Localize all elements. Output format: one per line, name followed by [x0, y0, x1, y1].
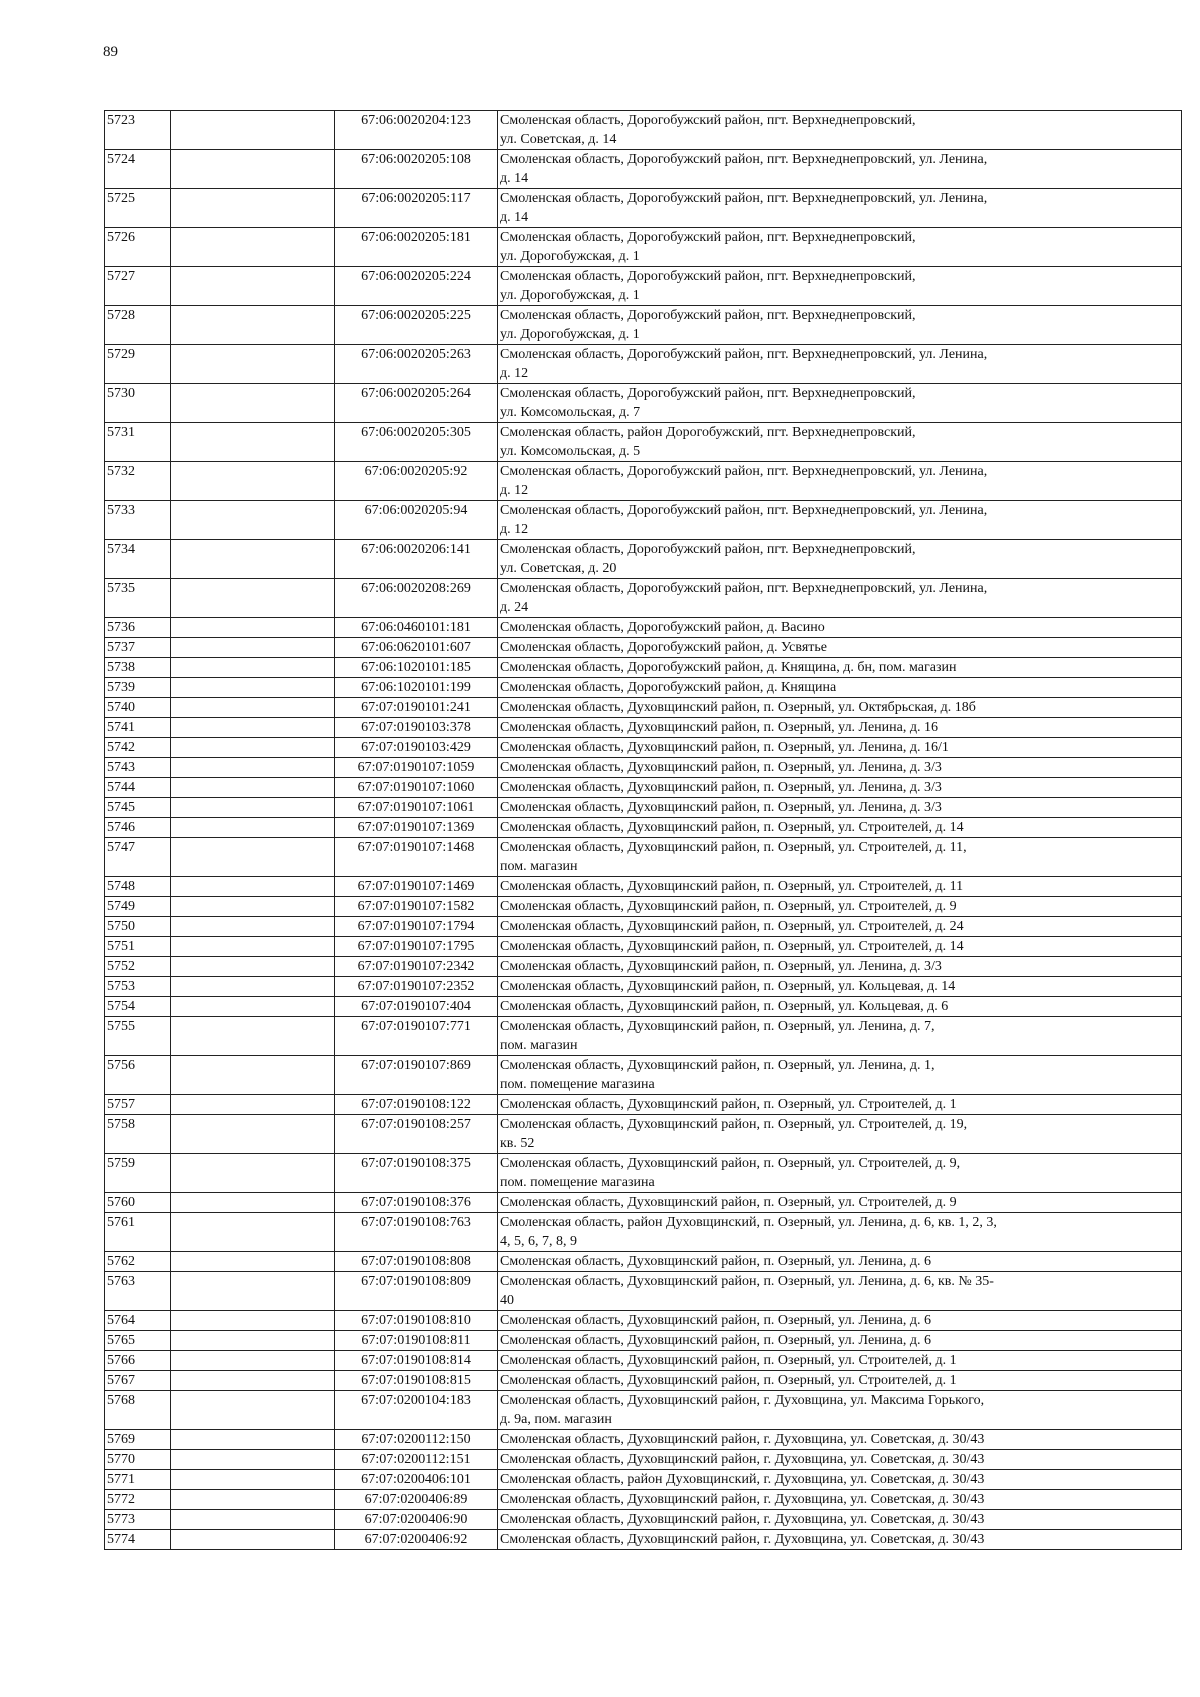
- address-cell: Смоленская область, Дорогобужский район, д. Усвятье: [498, 638, 1182, 658]
- row-number-cell: 5749: [105, 897, 171, 917]
- empty-cell: [171, 345, 335, 384]
- address-cell: Смоленская область, Духовщинский район, п. Озерный, ул. Строителей, д. 1: [498, 1351, 1182, 1371]
- table-row: [105, 977, 1182, 997]
- cadastral-number-cell: 67:07:0190107:2352: [335, 977, 498, 997]
- table-row: [105, 957, 1182, 977]
- empty-cell: [171, 150, 335, 189]
- address-cell: Смоленская область, Дорогобужский район, д. Васино: [498, 618, 1182, 638]
- cadastral-number-cell: 67:07:0190108:808: [335, 1252, 498, 1272]
- cadastral-number-cell: 67:07:0190103:378: [335, 718, 498, 738]
- cadastral-number-cell: 67:07:0190107:1061: [335, 798, 498, 818]
- table-row: [105, 758, 1182, 778]
- cadastral-number-cell: 67:06:0020205:92: [335, 462, 498, 501]
- registry-table-body: [105, 111, 1182, 1550]
- address-cell: Смоленская область, Дорогобужский район, пгт. Верхнеднепровский, ул. Дорогобужская, д. 1: [498, 267, 1182, 306]
- row-number-cell: 5731: [105, 423, 171, 462]
- address-cell: Смоленская область, Духовщинский район, п. Озерный, ул. Ленина, д. 3/3: [498, 798, 1182, 818]
- row-number-cell: 5752: [105, 957, 171, 977]
- address-cell: Смоленская область, Духовщинский район, п. Озерный, ул. Ленина, д. 3/3: [498, 758, 1182, 778]
- empty-cell: [171, 1017, 335, 1056]
- row-number-cell: 5754: [105, 997, 171, 1017]
- address-cell: Смоленская область, Дорогобужский район, пгт. Верхнеднепровский, ул. Ленина, д. 12: [498, 345, 1182, 384]
- table-row: [105, 718, 1182, 738]
- row-number-cell: 5738: [105, 658, 171, 678]
- row-number-cell: 5756: [105, 1056, 171, 1095]
- cadastral-number-cell: 67:07:0190107:404: [335, 997, 498, 1017]
- empty-cell: [171, 1272, 335, 1311]
- table-row: [105, 306, 1182, 345]
- row-number-cell: 5748: [105, 877, 171, 897]
- address-cell: Смоленская область, Духовщинский район, п. Озерный, ул. Строителей, д. 11: [498, 877, 1182, 897]
- empty-cell: [171, 111, 335, 150]
- table-row: [105, 1331, 1182, 1351]
- empty-cell: [171, 778, 335, 798]
- table-row: [105, 937, 1182, 957]
- address-cell: Смоленская область, Духовщинский район, п. Озерный, ул. Ленина, д. 3/3: [498, 778, 1182, 798]
- table-row: [105, 1510, 1182, 1530]
- table-row: [105, 1154, 1182, 1193]
- empty-cell: [171, 1530, 335, 1550]
- cadastral-number-cell: 67:07:0200112:150: [335, 1430, 498, 1450]
- empty-cell: [171, 658, 335, 678]
- row-number-cell: 5733: [105, 501, 171, 540]
- row-number-cell: 5765: [105, 1331, 171, 1351]
- table-row: [105, 423, 1182, 462]
- row-number-cell: 5760: [105, 1193, 171, 1213]
- row-number-cell: 5732: [105, 462, 171, 501]
- cadastral-number-cell: 67:06:0460101:181: [335, 618, 498, 638]
- page-number: 89: [103, 44, 118, 60]
- row-number-cell: 5724: [105, 150, 171, 189]
- row-number-cell: 5751: [105, 937, 171, 957]
- empty-cell: [171, 501, 335, 540]
- empty-cell: [171, 1213, 335, 1252]
- table-row: [105, 189, 1182, 228]
- address-cell: Смоленская область, Духовщинский район, п. Озерный, ул. Кольцевая, д. 14: [498, 977, 1182, 997]
- address-cell: Смоленская область, Дорогобужский район, пгт. Верхнеднепровский, ул. Ленина, д. 14: [498, 150, 1182, 189]
- row-number-cell: 5737: [105, 638, 171, 658]
- address-cell: Смоленская область, район Дорогобужский, пгт. Верхнеднепровский, ул. Комсомольская, д. 5: [498, 423, 1182, 462]
- address-cell: Смоленская область, Духовщинский район, п. Озерный, ул. Октябрьская, д. 18б: [498, 698, 1182, 718]
- row-number-cell: 5750: [105, 917, 171, 937]
- empty-cell: [171, 758, 335, 778]
- address-cell: Смоленская область, Духовщинский район, п. Озерный, ул. Ленина, д. 16/1: [498, 738, 1182, 758]
- empty-cell: [171, 1450, 335, 1470]
- row-number-cell: 5734: [105, 540, 171, 579]
- row-number-cell: 5729: [105, 345, 171, 384]
- table-row: [105, 1371, 1182, 1391]
- empty-cell: [171, 698, 335, 718]
- address-cell: Смоленская область, Духовщинский район, п. Озерный, ул. Строителей, д. 11, пом. магазин: [498, 838, 1182, 877]
- table-row: [105, 345, 1182, 384]
- empty-cell: [171, 638, 335, 658]
- empty-cell: [171, 1056, 335, 1095]
- address-cell: Смоленская область, Духовщинский район, г. Духовщина, ул. Советская, д. 30/43: [498, 1450, 1182, 1470]
- address-cell: Смоленская область, Духовщинский район, п. Озерный, ул. Строителей, д. 14: [498, 818, 1182, 838]
- cadastral-number-cell: 67:07:0200406:92: [335, 1530, 498, 1550]
- cadastral-number-cell: 67:06:0020205:94: [335, 501, 498, 540]
- address-cell: Смоленская область, Дорогобужский район, пгт. Верхнеднепровский, ул. Дорогобужская, д. 1: [498, 306, 1182, 345]
- cadastral-number-cell: 67:07:0190108:375: [335, 1154, 498, 1193]
- empty-cell: [171, 1331, 335, 1351]
- cadastral-number-cell: 67:06:0020205:108: [335, 150, 498, 189]
- address-cell: Смоленская область, Духовщинский район, п. Озерный, ул. Строителей, д. 19, кв. 52: [498, 1115, 1182, 1154]
- address-cell: Смоленская область, район Духовщинский, г. Духовщина, ул. Советская, д. 30/43: [498, 1470, 1182, 1490]
- row-number-cell: 5763: [105, 1272, 171, 1311]
- row-number-cell: 5772: [105, 1490, 171, 1510]
- row-number-cell: 5759: [105, 1154, 171, 1193]
- address-cell: Смоленская область, Духовщинский район, п. Озерный, ул. Строителей, д. 1: [498, 1371, 1182, 1391]
- row-number-cell: 5743: [105, 758, 171, 778]
- table-row: [105, 1213, 1182, 1252]
- table-row: [105, 384, 1182, 423]
- table-row: [105, 267, 1182, 306]
- empty-cell: [171, 1311, 335, 1331]
- address-cell: Смоленская область, Дорогобужский район, пгт. Верхнеднепровский, ул. Ленина, д. 12: [498, 501, 1182, 540]
- table-row: [105, 1056, 1182, 1095]
- address-cell: Смоленская область, Духовщинский район, п. Озерный, ул. Строителей, д. 9: [498, 1193, 1182, 1213]
- table-row: [105, 501, 1182, 540]
- row-number-cell: 5735: [105, 579, 171, 618]
- cadastral-number-cell: 67:07:0190107:2342: [335, 957, 498, 977]
- empty-cell: [171, 798, 335, 818]
- table-row: [105, 1017, 1182, 1056]
- empty-cell: [171, 618, 335, 638]
- row-number-cell: 5746: [105, 818, 171, 838]
- empty-cell: [171, 997, 335, 1017]
- row-number-cell: 5762: [105, 1252, 171, 1272]
- row-number-cell: 5773: [105, 1510, 171, 1530]
- row-number-cell: 5736: [105, 618, 171, 638]
- row-number-cell: 5747: [105, 838, 171, 877]
- row-number-cell: 5771: [105, 1470, 171, 1490]
- cadastral-number-cell: 67:07:0190108:815: [335, 1371, 498, 1391]
- row-number-cell: 5726: [105, 228, 171, 267]
- cadastral-number-cell: 67:07:0190107:1795: [335, 937, 498, 957]
- address-cell: Смоленская область, Духовщинский район, п. Озерный, ул. Ленина, д. 7, пом. магазин: [498, 1017, 1182, 1056]
- table-row: [105, 798, 1182, 818]
- table-row: [105, 638, 1182, 658]
- cadastral-number-cell: 67:06:1020101:185: [335, 658, 498, 678]
- cadastral-number-cell: 67:07:0190108:122: [335, 1095, 498, 1115]
- cadastral-number-cell: 67:07:0200104:183: [335, 1391, 498, 1430]
- table-row: [105, 917, 1182, 937]
- row-number-cell: 5768: [105, 1391, 171, 1430]
- row-number-cell: 5744: [105, 778, 171, 798]
- table-row: [105, 228, 1182, 267]
- address-cell: Смоленская область, Духовщинский район, п. Озерный, ул. Ленина, д. 6: [498, 1252, 1182, 1272]
- row-number-cell: 5769: [105, 1430, 171, 1450]
- empty-cell: [171, 384, 335, 423]
- empty-cell: [171, 957, 335, 977]
- address-cell: Смоленская область, Дорогобужский район, д. Княщина: [498, 678, 1182, 698]
- row-number-cell: 5758: [105, 1115, 171, 1154]
- table-row: [105, 1470, 1182, 1490]
- address-cell: Смоленская область, Дорогобужский район, пгт. Верхнеднепровский, ул. Ленина, д. 24: [498, 579, 1182, 618]
- address-cell: Смоленская область, Дорогобужский район, пгт. Верхнеднепровский, ул. Дорогобужская, д. 1: [498, 228, 1182, 267]
- address-cell: Смоленская область, Духовщинский район, п. Озерный, ул. Ленина, д. 1, пом. помещение магазина: [498, 1056, 1182, 1095]
- address-cell: Смоленская область, Духовщинский район, г. Духовщина, ул. Советская, д. 30/43: [498, 1530, 1182, 1550]
- row-number-cell: 5767: [105, 1371, 171, 1391]
- address-cell: Смоленская область, Дорогобужский район, пгт. Верхнеднепровский, ул. Ленина, д. 14: [498, 189, 1182, 228]
- cadastral-number-cell: 67:06:1020101:199: [335, 678, 498, 698]
- cadastral-number-cell: 67:06:0620101:607: [335, 638, 498, 658]
- row-number-cell: 5730: [105, 384, 171, 423]
- cadastral-number-cell: 67:07:0190107:869: [335, 1056, 498, 1095]
- address-cell: Смоленская область, Духовщинский район, г. Духовщина, ул. Максима Горького, д. 9а, пом. магазин: [498, 1391, 1182, 1430]
- cadastral-number-cell: 67:07:0190107:1794: [335, 917, 498, 937]
- cadastral-number-cell: 67:06:0020205:263: [335, 345, 498, 384]
- cadastral-number-cell: 67:07:0190108:809: [335, 1272, 498, 1311]
- cadastral-number-cell: 67:06:0020208:269: [335, 579, 498, 618]
- empty-cell: [171, 579, 335, 618]
- cadastral-number-cell: 67:07:0190101:241: [335, 698, 498, 718]
- address-cell: Смоленская область, Духовщинский район, п. Озерный, ул. Ленина, д. 6: [498, 1331, 1182, 1351]
- table-row: [105, 1115, 1182, 1154]
- cadastral-number-cell: 67:07:0190108:257: [335, 1115, 498, 1154]
- empty-cell: [171, 1252, 335, 1272]
- table-row: [105, 698, 1182, 718]
- row-number-cell: 5739: [105, 678, 171, 698]
- cadastral-number-cell: 67:06:0020205:264: [335, 384, 498, 423]
- cadastral-number-cell: 67:06:0020204:123: [335, 111, 498, 150]
- address-cell: Смоленская область, Духовщинский район, г. Духовщина, ул. Советская, д. 30/43: [498, 1490, 1182, 1510]
- empty-cell: [171, 1351, 335, 1371]
- cadastral-number-cell: 67:06:0020205:305: [335, 423, 498, 462]
- empty-cell: [171, 228, 335, 267]
- cadastral-number-cell: 67:06:0020205:225: [335, 306, 498, 345]
- empty-cell: [171, 1115, 335, 1154]
- table-row: [105, 618, 1182, 638]
- address-cell: Смоленская область, район Духовщинский, п. Озерный, ул. Ленина, д. 6, кв. 1, 2, 3, 4, 5, 6, 7, 8, 9: [498, 1213, 1182, 1252]
- table-row: [105, 1311, 1182, 1331]
- cadastral-number-cell: 67:07:0200406:101: [335, 1470, 498, 1490]
- empty-cell: [171, 1430, 335, 1450]
- address-cell: Смоленская область, Духовщинский район, п. Озерный, ул. Кольцевая, д. 6: [498, 997, 1182, 1017]
- cadastral-number-cell: 67:07:0190107:1468: [335, 838, 498, 877]
- address-cell: Смоленская область, Дорогобужский район, д. Княщина, д. бн, пом. магазин: [498, 658, 1182, 678]
- row-number-cell: 5774: [105, 1530, 171, 1550]
- cadastral-number-cell: 67:07:0200112:151: [335, 1450, 498, 1470]
- cadastral-number-cell: 67:06:0020205:181: [335, 228, 498, 267]
- cadastral-number-cell: 67:07:0190108:376: [335, 1193, 498, 1213]
- table-row: [105, 997, 1182, 1017]
- address-cell: Смоленская область, Духовщинский район, п. Озерный, ул. Ленина, д. 3/3: [498, 957, 1182, 977]
- row-number-cell: 5755: [105, 1017, 171, 1056]
- cadastral-number-cell: 67:07:0200406:90: [335, 1510, 498, 1530]
- empty-cell: [171, 1510, 335, 1530]
- address-cell: Смоленская область, Дорогобужский район, пгт. Верхнеднепровский, ул. Советская, д. 14: [498, 111, 1182, 150]
- table-row: [105, 1193, 1182, 1213]
- cadastral-number-cell: 67:07:0190108:811: [335, 1331, 498, 1351]
- row-number-cell: 5727: [105, 267, 171, 306]
- address-cell: Смоленская область, Духовщинский район, п. Озерный, ул. Строителей, д. 1: [498, 1095, 1182, 1115]
- empty-cell: [171, 1193, 335, 1213]
- empty-cell: [171, 1095, 335, 1115]
- table-row: [105, 1391, 1182, 1430]
- empty-cell: [171, 1371, 335, 1391]
- row-number-cell: 5761: [105, 1213, 171, 1252]
- empty-cell: [171, 818, 335, 838]
- empty-cell: [171, 838, 335, 877]
- row-number-cell: 5740: [105, 698, 171, 718]
- cadastral-number-cell: 67:06:0020205:117: [335, 189, 498, 228]
- row-number-cell: 5723: [105, 111, 171, 150]
- table-row: [105, 877, 1182, 897]
- cadastral-number-cell: 67:06:0020206:141: [335, 540, 498, 579]
- table-row: [105, 1450, 1182, 1470]
- cadastral-number-cell: 67:07:0190107:1060: [335, 778, 498, 798]
- empty-cell: [171, 1391, 335, 1430]
- empty-cell: [171, 917, 335, 937]
- table-row: [105, 738, 1182, 758]
- table-row: [105, 658, 1182, 678]
- cadastral-number-cell: 67:07:0190108:814: [335, 1351, 498, 1371]
- empty-cell: [171, 718, 335, 738]
- row-number-cell: 5753: [105, 977, 171, 997]
- cadastral-number-cell: 67:07:0190107:1582: [335, 897, 498, 917]
- table-row: [105, 778, 1182, 798]
- cadastral-number-cell: 67:07:0190108:810: [335, 1311, 498, 1331]
- cadastral-number-cell: 67:07:0190107:1469: [335, 877, 498, 897]
- address-cell: Смоленская область, Духовщинский район, п. Озерный, ул. Ленина, д. 6, кв. № 35- 40: [498, 1272, 1182, 1311]
- table-row: [105, 1272, 1182, 1311]
- row-number-cell: 5770: [105, 1450, 171, 1470]
- empty-cell: [171, 1154, 335, 1193]
- empty-cell: [171, 189, 335, 228]
- empty-cell: [171, 306, 335, 345]
- table-row: [105, 1530, 1182, 1550]
- registry-table: [104, 110, 1182, 1550]
- table-row: [105, 540, 1182, 579]
- address-cell: Смоленская область, Духовщинский район, п. Озерный, ул. Ленина, д. 6: [498, 1311, 1182, 1331]
- empty-cell: [171, 877, 335, 897]
- row-number-cell: 5757: [105, 1095, 171, 1115]
- table-row: [105, 897, 1182, 917]
- cadastral-number-cell: 67:07:0190108:763: [335, 1213, 498, 1252]
- table-row: [105, 818, 1182, 838]
- address-cell: Смоленская область, Духовщинский район, п. Озерный, ул. Ленина, д. 16: [498, 718, 1182, 738]
- cadastral-number-cell: 67:07:0190107:1059: [335, 758, 498, 778]
- address-cell: Смоленская область, Духовщинский район, п. Озерный, ул. Строителей, д. 9: [498, 897, 1182, 917]
- row-number-cell: 5741: [105, 718, 171, 738]
- empty-cell: [171, 540, 335, 579]
- empty-cell: [171, 423, 335, 462]
- table-row: [105, 1351, 1182, 1371]
- empty-cell: [171, 738, 335, 758]
- table-row: [105, 111, 1182, 150]
- address-cell: Смоленская область, Духовщинский район, п. Озерный, ул. Строителей, д. 14: [498, 937, 1182, 957]
- row-number-cell: 5766: [105, 1351, 171, 1371]
- address-cell: Смоленская область, Духовщинский район, г. Духовщина, ул. Советская, д. 30/43: [498, 1430, 1182, 1450]
- empty-cell: [171, 462, 335, 501]
- table-row: [105, 838, 1182, 877]
- empty-cell: [171, 897, 335, 917]
- row-number-cell: 5728: [105, 306, 171, 345]
- table-row: [105, 678, 1182, 698]
- address-cell: Смоленская область, Духовщинский район, п. Озерный, ул. Строителей, д. 24: [498, 917, 1182, 937]
- empty-cell: [171, 678, 335, 698]
- address-cell: Смоленская область, Дорогобужский район, пгт. Верхнеднепровский, ул. Ленина, д. 12: [498, 462, 1182, 501]
- table-row: [105, 1252, 1182, 1272]
- table-row: [105, 150, 1182, 189]
- row-number-cell: 5745: [105, 798, 171, 818]
- cadastral-number-cell: 67:07:0190107:1369: [335, 818, 498, 838]
- empty-cell: [171, 267, 335, 306]
- empty-cell: [171, 1490, 335, 1510]
- empty-cell: [171, 977, 335, 997]
- address-cell: Смоленская область, Дорогобужский район, пгт. Верхнеднепровский, ул. Комсомольская, д. 7: [498, 384, 1182, 423]
- row-number-cell: 5764: [105, 1311, 171, 1331]
- address-cell: Смоленская область, Духовщинский район, г. Духовщина, ул. Советская, д. 30/43: [498, 1510, 1182, 1530]
- table-row: [105, 1430, 1182, 1450]
- empty-cell: [171, 937, 335, 957]
- address-cell: Смоленская область, Дорогобужский район, пгт. Верхнеднепровский, ул. Советская, д. 20: [498, 540, 1182, 579]
- table-row: [105, 579, 1182, 618]
- row-number-cell: 5742: [105, 738, 171, 758]
- row-number-cell: 5725: [105, 189, 171, 228]
- empty-cell: [171, 1470, 335, 1490]
- table-row: [105, 462, 1182, 501]
- table-row: [105, 1490, 1182, 1510]
- address-cell: Смоленская область, Духовщинский район, п. Озерный, ул. Строителей, д. 9, пом. помещение магазина: [498, 1154, 1182, 1193]
- cadastral-number-cell: 67:07:0190103:429: [335, 738, 498, 758]
- cadastral-number-cell: 67:06:0020205:224: [335, 267, 498, 306]
- cadastral-number-cell: 67:07:0200406:89: [335, 1490, 498, 1510]
- table-row: [105, 1095, 1182, 1115]
- cadastral-number-cell: 67:07:0190107:771: [335, 1017, 498, 1056]
